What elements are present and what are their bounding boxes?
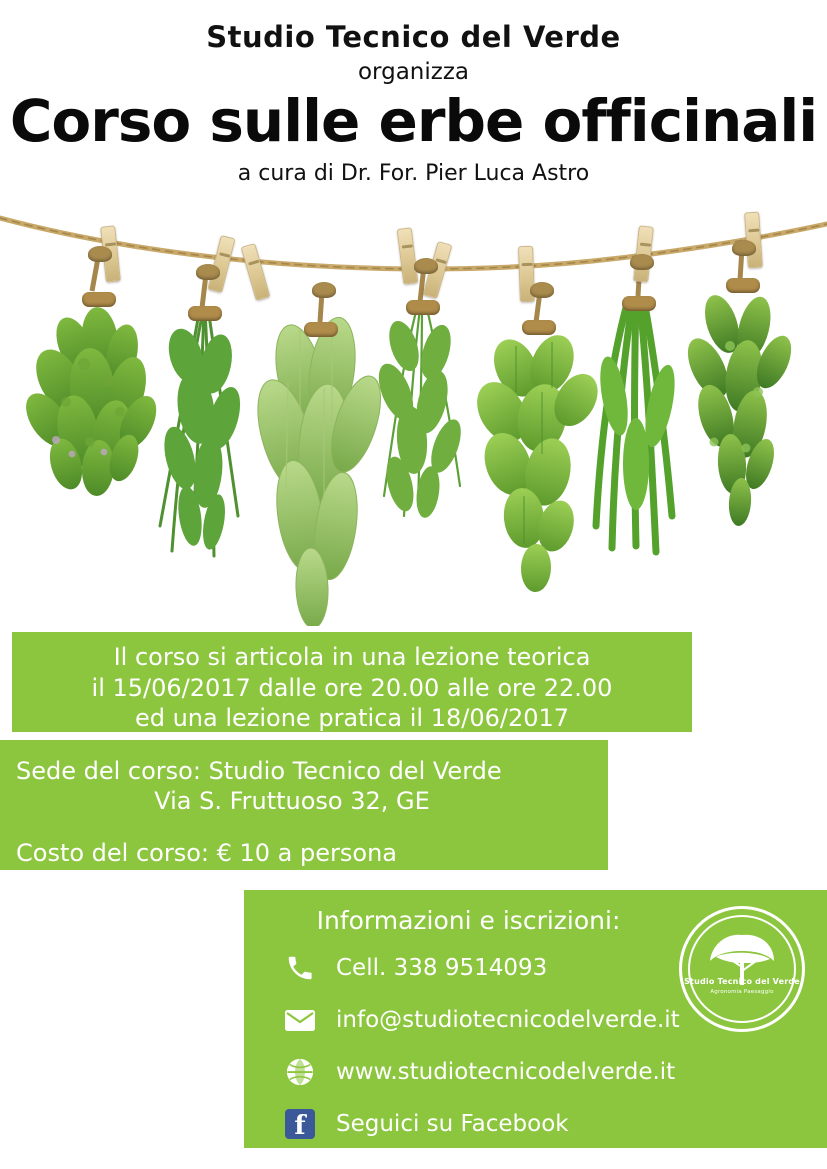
venue-address: Via S. Fruttuoso 32, GE	[154, 787, 430, 815]
email-address: info@studiotecnicodelverde.it	[336, 1006, 680, 1033]
venue-cost-panel	[0, 740, 608, 870]
course-cost: Costo del corso: € 10 a persona	[16, 839, 397, 867]
organization-name: Studio Tecnico del Verde	[206, 20, 621, 54]
tree-icon	[682, 909, 802, 1029]
bunch-tie-4	[406, 300, 440, 315]
bunch-tie-2	[188, 306, 222, 321]
dates-line-2: il 15/06/2017 dalle ore 20.00 alle ore 22.00	[91, 673, 613, 702]
facebook-icon[interactable]	[280, 1107, 320, 1141]
contact-row-facebook[interactable]	[280, 1105, 827, 1143]
rope-knot-7	[732, 240, 756, 256]
facebook-glyph: f	[285, 1109, 315, 1139]
rope-knot-5	[530, 282, 554, 298]
phone-number: Cell. 338 9514093	[336, 954, 548, 981]
bunch-tie-6	[622, 296, 656, 311]
bunch-tie-3	[304, 322, 338, 337]
globe-icon	[280, 1055, 320, 1089]
page-title: Corso sulle erbe officinali	[9, 87, 818, 156]
envelope-icon	[280, 1003, 320, 1037]
venue-label: Sede del corso: Studio Tecnico del Verde	[16, 757, 502, 785]
rope-knot-4	[414, 258, 438, 274]
rope-knot-6	[630, 254, 654, 270]
dates-line-1: Il corso si articola in una lezione teorica	[113, 643, 591, 671]
logo-subtitle: Agronomia Paesaggio	[710, 989, 774, 995]
bunch-tie-5	[522, 320, 556, 335]
rope-knot-1	[88, 246, 112, 262]
poster-header	[0, 0, 827, 186]
contact-row-website[interactable]	[280, 1053, 827, 1091]
rope-knot-2	[196, 264, 220, 280]
bunch-tie-1	[82, 292, 116, 307]
contact-panel	[244, 890, 827, 1148]
dates-line-3: ed una lezione pratica il 18/06/2017	[134, 704, 570, 733]
logo	[679, 906, 805, 1032]
course-dates-panel	[12, 632, 692, 732]
hanging-herbs-image	[0, 196, 827, 626]
phone-icon	[280, 951, 320, 985]
organizza-label: organizza	[357, 58, 470, 85]
rope-knot-3	[312, 282, 336, 298]
logo-name: Studio Tecnico del Verde	[684, 977, 800, 986]
curator-line: a cura di Dr. For. Pier Luca Astro	[237, 161, 590, 187]
website-url: www.studiotecnicodelverde.it	[336, 1058, 676, 1085]
facebook-label: Seguici su Facebook	[336, 1110, 569, 1137]
contact-title: Informazioni e iscrizioni:	[316, 906, 621, 935]
bunch-tie-7	[726, 278, 760, 293]
